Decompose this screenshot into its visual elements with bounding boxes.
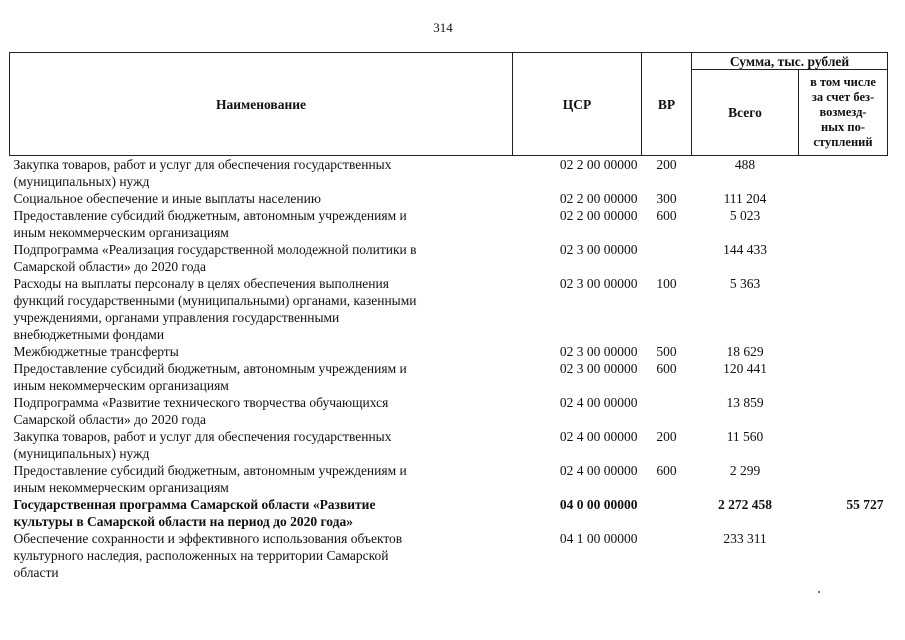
row-csr: 02 4 00 00000: [559, 429, 638, 444]
table-row: [10, 207, 888, 241]
row-name-line: Закупка товаров, работ и услуг для обеспечения государственных: [13, 429, 392, 444]
row-total: 5 363: [729, 276, 761, 291]
row-name: [10, 394, 513, 428]
row-total: 2 299: [729, 463, 761, 478]
row-gratuitous: [799, 530, 888, 581]
row-name: [10, 190, 513, 207]
table-row: [10, 394, 888, 428]
header-csr: ЦСР: [513, 53, 642, 156]
scan-speck: [818, 591, 820, 593]
row-total: 18 629: [726, 344, 764, 359]
row-gratuitous: [799, 190, 888, 207]
row-gratuitous: [799, 156, 888, 191]
row-vr: 500: [656, 344, 677, 359]
row-name: [10, 462, 513, 496]
row-name-line: Расходы на выплаты персоналу в целях обеспечения выполнения: [13, 276, 389, 291]
row-total: 488: [734, 157, 756, 172]
row-name-line: Самарской области» до 2020 года: [13, 412, 206, 427]
row-name: [10, 207, 513, 241]
row-total: 111 204: [723, 191, 767, 206]
row-csr: 04 1 00 00000: [559, 531, 638, 546]
row-csr: 02 2 00 00000: [559, 191, 638, 206]
row-gratuitous: [799, 394, 888, 428]
row-vr: 300: [656, 191, 677, 206]
row-name-line: Самарской области» до 2020 года: [13, 259, 206, 274]
row-total: 5 023: [729, 208, 761, 223]
row-total: 233 311: [723, 531, 767, 546]
row-name-line: (муниципальных) нужд: [13, 446, 150, 461]
row-name-line: (муниципальных) нужд: [13, 174, 150, 189]
row-total: 2 272 458: [718, 497, 772, 512]
row-name: [10, 428, 513, 462]
table-row: [10, 428, 888, 462]
row-gratuitous: [799, 360, 888, 394]
row-name-line: иным некоммерческим организациям: [13, 480, 229, 495]
header-vr: ВР: [642, 53, 692, 156]
row-name: [10, 343, 513, 360]
header-including-line: ступлений: [813, 135, 873, 149]
row-csr: 02 4 00 00000: [559, 395, 638, 410]
table-row: [10, 343, 888, 360]
row-csr: 02 3 00 00000: [559, 344, 638, 359]
row-name-line: культуры в Самарской области на период до 2020 года»: [13, 514, 353, 529]
row-name-line: Закупка товаров, работ и услуг для обеспечения государственных: [13, 157, 392, 172]
row-name: [10, 241, 513, 275]
row-gratuitous: [799, 343, 888, 360]
row-vr: 600: [656, 361, 677, 376]
table-row: [10, 530, 888, 581]
row-name-line: внебюджетными фондами: [13, 327, 165, 342]
header-including-line: возмезд-: [819, 105, 867, 119]
row-total: 13 859: [726, 395, 764, 410]
table-row-program: [10, 496, 888, 530]
table-body: [10, 156, 888, 582]
row-name: [10, 275, 513, 343]
row-name-line: учреждениями, органами управления государственными: [13, 310, 340, 325]
row-vr: [642, 241, 692, 275]
row-vr: 600: [656, 208, 677, 223]
row-csr: 02 3 00 00000: [559, 242, 638, 257]
table-row: [10, 241, 888, 275]
row-csr: 02 3 00 00000: [559, 276, 638, 291]
row-gratuitous: 55 727: [846, 497, 884, 512]
row-name-line: иным некоммерческим организациям: [13, 378, 229, 393]
row-gratuitous: [799, 207, 888, 241]
row-csr: 04 0 00 00000: [559, 497, 638, 512]
header-including-line: ных по-: [821, 120, 865, 134]
table-row: [10, 275, 888, 343]
table-row: [10, 190, 888, 207]
row-vr: 200: [656, 429, 677, 444]
row-gratuitous: [799, 428, 888, 462]
row-name-line: Подпрограмма «Реализация государственной молодежной политики в: [13, 242, 417, 257]
row-vr: [642, 530, 692, 581]
row-total: 144 433: [723, 242, 767, 257]
row-name: [10, 360, 513, 394]
row-gratuitous: [799, 275, 888, 343]
row-name-line: Межбюджетные трансферты: [13, 344, 179, 359]
row-csr: 02 2 00 00000: [559, 157, 638, 172]
header-name: Наименование: [10, 53, 513, 156]
row-total: 11 560: [726, 429, 764, 444]
header-including-line: за счет без-: [811, 90, 875, 104]
table-row: [10, 462, 888, 496]
page-number: 314: [433, 20, 453, 35]
row-vr: [642, 496, 692, 530]
row-name: [10, 156, 513, 191]
row-name-line: Социальное обеспечение и иные выплаты населению: [13, 191, 321, 206]
row-gratuitous: [799, 462, 888, 496]
table-row: [10, 360, 888, 394]
row-name: [10, 496, 513, 530]
header-total: Всего: [692, 70, 799, 156]
budget-table: [9, 52, 888, 581]
row-vr: 200: [656, 157, 677, 172]
row-name-line: Подпрограмма «Развитие технического творчества обучающихся: [13, 395, 389, 410]
row-name-line: Обеспечение сохранности и эффективного использования объектов: [13, 531, 403, 546]
header-including-gratuitous: [799, 70, 888, 156]
row-name-line: иным некоммерческим организациям: [13, 225, 229, 240]
row-name-line: Предоставление субсидий бюджетным, автономным учреждениям и: [13, 361, 407, 376]
row-name-line: Государственная программа Самарской области «Развитие: [13, 497, 376, 512]
row-csr: 02 4 00 00000: [559, 463, 638, 478]
row-name-line: Предоставление субсидий бюджетным, автономным учреждениям и: [13, 208, 407, 223]
header-including-line: в том числе: [810, 75, 876, 89]
table-row: [10, 156, 888, 191]
row-name: [10, 530, 513, 581]
row-name-line: функций государственными (муниципальными) органами, казенными: [13, 293, 417, 308]
row-name-line: Предоставление субсидий бюджетным, автономным учреждениям и: [13, 463, 407, 478]
row-name-line: области: [13, 565, 59, 580]
header-sum: Сумма, тыс. рублей: [692, 53, 888, 70]
row-vr: 100: [656, 276, 677, 291]
row-name-line: культурного наследия, расположенных на территории Самарской: [13, 548, 389, 563]
row-csr: 02 3 00 00000: [559, 361, 638, 376]
row-vr: 600: [656, 463, 677, 478]
row-gratuitous: [799, 241, 888, 275]
row-vr: [642, 394, 692, 428]
row-csr: 02 2 00 00000: [559, 208, 638, 223]
row-total: 120 441: [723, 361, 767, 376]
